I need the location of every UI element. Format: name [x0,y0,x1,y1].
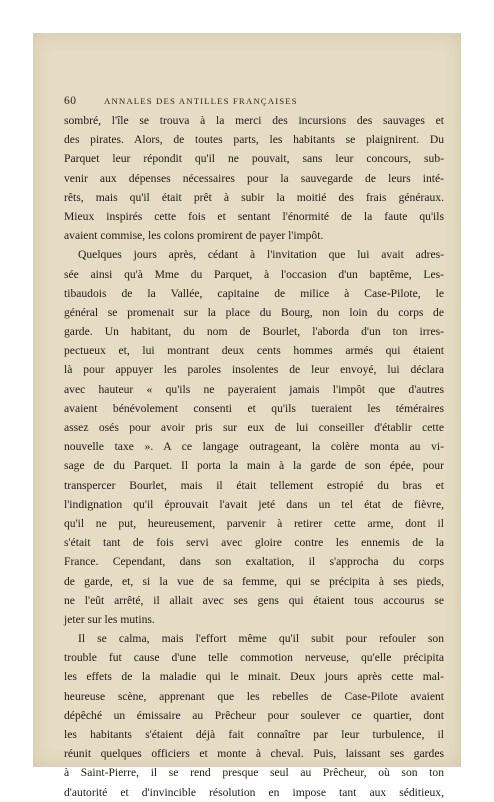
text-line: là pour appuyer les paroles insolentes de leur envoyé, lui déclara [64,363,444,377]
text-line: sage de du Parquet. Il porta la main à la garde de son épée, pour [64,459,444,473]
paragraph [64,111,444,245]
text-line: assez osés pour avoir pris sur eux de lui conseiller d'établir cette [64,421,444,434]
text-line: Il se calma, mais l'effort même qu'il subit pour refouler son [78,632,444,646]
text-line: qu'il ne put, heureusement, parvenir à retirer cette arme, dont il [64,516,444,530]
text-line: à Saint-Pierre, il se rend presque seul au Prêcheur, où son ton [64,766,444,780]
text-line: sée ainsi qu'à Mme du Parquet, à l'occasion d'un baptême, Les- [64,267,444,281]
text-line: transpercer Bourlet, mais il était tellement estropié du bras et [64,478,444,492]
running-title: ANNALES DES ANTILLES FRANÇAISES [104,96,298,106]
text-line: Mieux inspirés cette fois et sentant l'énormité de la faute qu'ils [64,209,444,223]
body-text [64,111,444,802]
text-line: dépêché un émissaire au Prêcheur pour soulever ce quartier, dont [64,708,444,722]
text-line: France. Cependant, dans son exaltation, il s'approcha du corps [64,555,444,569]
text-line: Parquet leur répondit qu'il ne pouvait, sans leur concours, sub- [64,152,444,166]
text-line: jeter sur les mutins. [64,612,155,626]
text-line: s'était tant de fois servi avec gloire contre les ennemis de la [64,536,444,550]
text-line: avaient commise, les colons promirent de payer l'impôt. [64,229,324,243]
text-line: réunit quelques officiers et monte à cheval. Puis, laissant ses gardes [64,747,444,761]
page-number: 60 [64,95,77,107]
paragraph [64,629,444,802]
text-line: trouble fut cause d'une telle commotion nerveuse, qu'elle précipita [64,651,444,665]
paragraph [64,245,444,629]
text-line: de garde, et, si la vue de sa femme, qui se précipita à ses pieds, [64,574,444,588]
text-line: général se promenait sur la place du Bourg, non loin du corps de [64,305,444,319]
text-line: heureuse scène, apprenant que les rebelles de Case-Pilote avaient [64,689,444,703]
text-line: des pirates. Alors, de toutes parts, les habitants se plaignirent. Du [64,133,444,147]
text-line: venir aux dépenses nécessaires pour la sauvegarde de leurs inté- [64,171,444,185]
text-line: garde. Un habitant, du nom de Bourlet, l'aborda d'un ton irres- [64,325,444,339]
text-line: Quelques jours après, cédant à l'invitation que lui avait adres- [78,248,444,262]
text-line: rêts, mais qu'il était prêt à subir la moitié des frais généraux. [64,190,444,204]
page-header [64,95,444,109]
text-line: avec hauteur « qu'ils ne payeraient jamais l'impôt que d'autres [64,382,444,396]
text-line: nouvelle taxe ». A ce langage outrageant, la colère monta au vi- [64,440,444,454]
text-line: pectueux et, lui montrant deux cents hommes armés qui étaient [64,344,444,358]
text-line: tibaudois de la Vallée, capitaine de milice à Case-Pilote, le [64,286,444,300]
text-line: avaient bénévolement consenti et qu'ils tueraient les téméraires [64,401,444,415]
text-line: l'indignation qu'il éprouvait l'avait jeté dans un tel état de fièvre, [64,497,444,511]
text-line: les effets de la maladie qui le minait. Deux jours après cette mal- [64,670,444,684]
text-line: les habitants s'étaient déjà fait connaître par leur turbulence, il [64,728,444,741]
text-line: sombré, l'île se trouva à la merci des incursions des sauvages et [64,114,444,127]
text-line: d'autorité et d'invincible résolution en impose tant aux séditieux, [64,785,444,799]
text-line: ne l'eût arrêté, il allait avec ses gens qui étaient tous accourus se [64,593,444,607]
